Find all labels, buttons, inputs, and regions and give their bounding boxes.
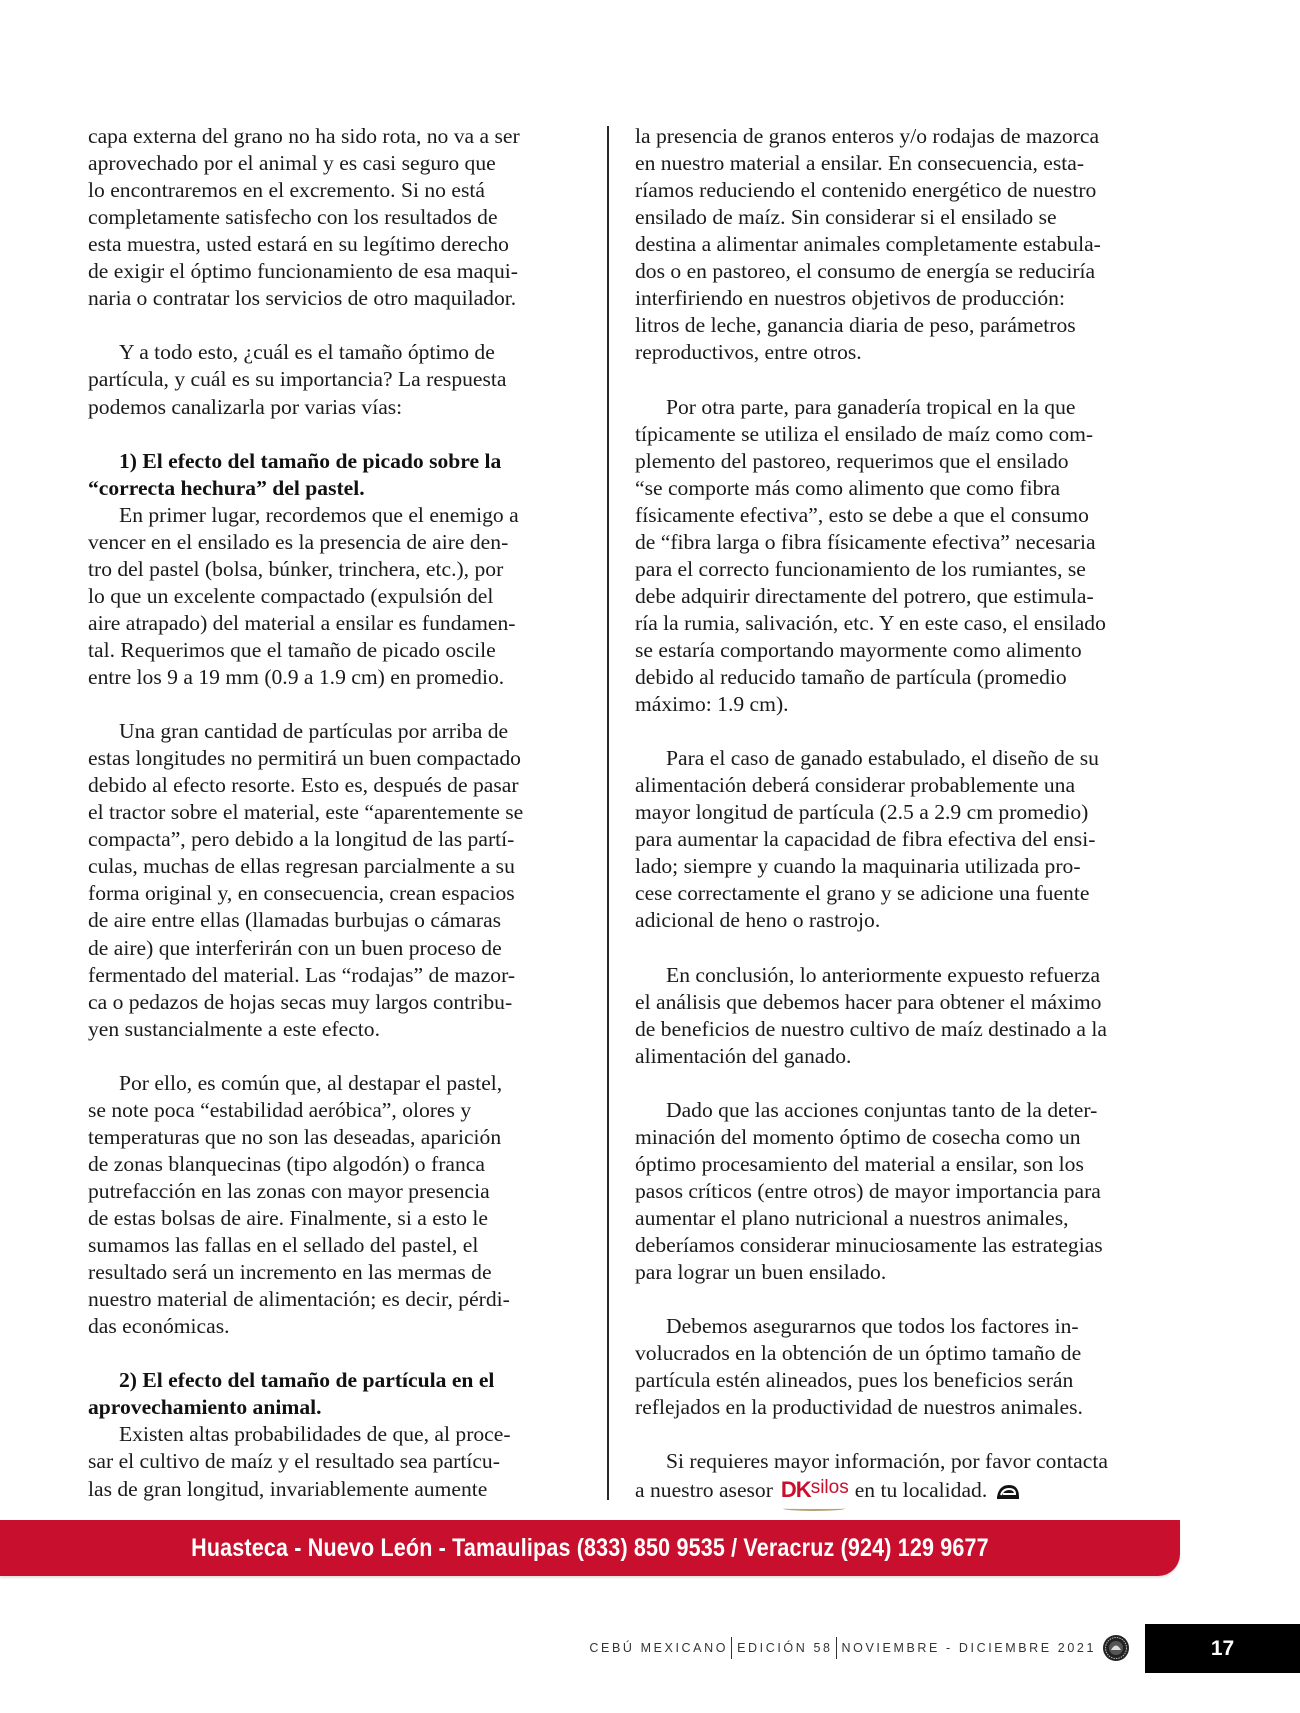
body-text-line: reproductivos, entre otros. (635, 340, 862, 365)
body-text-line: das económicas. (88, 1314, 230, 1339)
body-text-line: podemos canalizarla por varias vías: (88, 394, 403, 419)
body-text-line: resultado será un incremento en las mermas de (88, 1260, 492, 1285)
body-text-line: Dado que las acciones conjuntas tanto de la deter- (666, 1097, 1098, 1122)
body-text-line: yen sustancialmente a este efecto. (88, 1016, 380, 1041)
edition-number: EDICIÓN 58 (737, 1641, 833, 1655)
body-text-line: alimentación deberá considerar probablemente una (635, 773, 1076, 798)
body-text-line: mayor longitud de partícula (2.5 a 2.9 cm promedio) (635, 800, 1089, 825)
body-text-line: compacta”, pero debido a la longitud de las partí- (88, 827, 515, 852)
body-text-line: de aire) que interferirán con un buen proceso de (88, 935, 502, 960)
closing-line (635, 1476, 1021, 1505)
body-text-line: el tractor sobre el material, este “aparentemente se (88, 800, 524, 825)
body-text-line: de zonas blanquecinas (tipo algodón) o franca (88, 1151, 485, 1176)
body-text-line: se estaría comportando mayormente como alimento (635, 637, 1082, 662)
body-text-line: Existen altas probabilidades de que, al proce- (119, 1422, 511, 1447)
body-text-line: lo encontraremos en el excremento. Si no está (88, 178, 485, 203)
body-text-line: ensilado de maíz. Sin considerar si el ensilado se (635, 205, 1057, 230)
body-text-line: aire atrapado) del material a ensilar es fundamen- (88, 610, 516, 635)
body-text-line: ríamos reduciendo el contenido energético de nuestro (635, 178, 1097, 203)
section-heading-line: 1) El efecto del tamaño de picado sobre la (119, 448, 502, 473)
body-text-line: Si requieres mayor información, por favor contacta (666, 1449, 1108, 1474)
body-text-line: destina a alimentar animales completamente estabula- (635, 232, 1101, 257)
body-text-line: putrefacción en las zonas con mayor presencia (88, 1178, 490, 1203)
body-text-line: ría la rumia, salivación, etc. Y en este caso, el ensilado (635, 610, 1106, 635)
body-text-line: lado; siempre y cuando la maquinaria utilizada pro- (635, 854, 1081, 879)
body-text-line: debido al efecto resorte. Esto es, después de pasar (88, 773, 519, 798)
body-text-line: Para el caso de ganado estabulado, el diseño de su (666, 746, 1099, 771)
body-text-line: máximo: 1.9 cm). (635, 692, 789, 717)
body-text-line: temperaturas que no son las deseadas, aparición (88, 1124, 502, 1149)
publication-name: CEBÚ MEXICANO (589, 1641, 729, 1655)
end-of-article-icon (995, 1483, 1021, 1501)
body-text-line: partícula estén alineados, pues los beneficios serán (635, 1368, 1074, 1393)
body-text-line: para aumentar la capacidad de fibra efectiva del ensi- (635, 827, 1096, 852)
body-text-line: Por ello, es común que, al destapar el pastel, (119, 1070, 503, 1095)
body-text-line: minación del momento óptimo de cosecha como un (635, 1124, 1081, 1149)
body-text-line: de exigir el óptimo funcionamiento de esa maqui- (88, 259, 518, 284)
contact-phones: Huasteca - Nuevo León - Tamaulipas (833) 850 9535 / Veracruz (924) 129 9677 (191, 1534, 989, 1562)
body-text-line: volucrados en la obtención de un óptimo tamaño de (635, 1341, 1082, 1366)
body-text-line: adicional de heno o rastrojo. (635, 908, 881, 933)
body-text-line: vencer en el ensilado es la presencia de aire den- (88, 529, 509, 554)
body-text-line: litros de leche, ganancia diaria de peso, parámetros (635, 313, 1076, 338)
section-heading-line: aprovechamiento animal. (88, 1395, 322, 1420)
body-text-line: reflejados en la productividad de nuestros animales. (635, 1395, 1083, 1420)
body-text-line: ca o pedazos de hojas secas muy largos contribu- (88, 989, 513, 1014)
body-text-line: para el correcto funcionamiento de los rumiantes, se (635, 556, 1086, 581)
body-text-line: naria o contratar los servicios de otro maquilador. (88, 286, 517, 311)
page-footer (589, 1628, 1130, 1668)
body-text-line: interfiriendo en nuestros objetivos de producción: (635, 286, 1065, 311)
body-text-line: estas longitudes no permitirá un buen compactado (88, 746, 521, 771)
body-text-line: físicamente efectiva”, esto se debe a que el consumo (635, 502, 1089, 527)
logo-part-bold: DK (780, 1476, 811, 1502)
body-text-line: entre los 9 a 19 mm (0.9 a 1.9 cm) en promedio. (88, 665, 505, 689)
contact-bar (0, 1520, 1180, 1576)
column-divider (607, 126, 609, 1500)
body-text-line: alimentación del ganado. (635, 1043, 852, 1068)
body-text-line: en nuestro material a ensilar. En consecuencia, esta- (635, 151, 1085, 176)
body-text-line: aprovechado por el animal y es casi seguro que (88, 151, 496, 176)
body-text-line: Y a todo esto, ¿cuál es el tamaño óptimo de (119, 340, 495, 365)
body-text-line: la presencia de granos enteros y/o rodajas de mazorca (635, 124, 1100, 148)
body-text-line: de estas bolsas de aire. Finalmente, si a esto le (88, 1206, 488, 1230)
body-text-line: debe adquirir directamente del potrero, que estimula- (635, 583, 1094, 608)
dksilos-logo (781, 1476, 849, 1505)
page-number: 17 (1145, 1624, 1300, 1673)
body-text-line: cese correctamente el grano y se adicione una fuente (635, 881, 1090, 906)
body-text-line: capa externa del grano no ha sido rota, no va a ser (88, 124, 520, 148)
body-text-line: para lograr un buen ensilado. (635, 1260, 887, 1285)
body-text-line: plemento del pastoreo, requerimos que el ensilado (635, 448, 1069, 473)
body-text-line: partícula, y cuál es su importancia? La respuesta (88, 367, 507, 392)
body-text-line: Una gran cantidad de partículas por arriba de (119, 719, 509, 744)
body-text-line: fermentado del material. Las “rodajas” de mazor- (88, 962, 516, 987)
association-seal-icon (1102, 1634, 1130, 1662)
section-heading-line: “correcta hechura” del pastel. (88, 475, 365, 500)
logo-swoosh (783, 1506, 845, 1511)
body-text-line: aumentar el plano nutricional a nuestros animales, (635, 1206, 1069, 1230)
body-text-line: deberíamos considerar minuciosamente las estrategias (635, 1233, 1103, 1258)
closing-text-before: a nuestro asesor (635, 1477, 773, 1502)
body-text-line: sumamos las fallas en el sellado del pastel, el (88, 1233, 479, 1258)
body-text-line: culas, muchas de ellas regresan parcialmente a su (88, 854, 515, 879)
body-text-line: forma original y, en consecuencia, crean espacios (88, 881, 515, 906)
issue-date: NOVIEMBRE - DICIEMBRE 2021 (841, 1641, 1096, 1655)
body-text-line: típicamente se utiliza el ensilado de maíz como com- (635, 421, 1094, 446)
body-text-line: dos o en pastoreo, el consumo de energía se reduciría (635, 259, 1096, 284)
body-text-line: nuestro material de alimentación; es decir, pérdi- (88, 1287, 510, 1312)
body-text-line: esta muestra, usted estará en su legítimo derecho (88, 232, 509, 257)
body-text-line: se note poca “estabilidad aeróbica”, olores y (88, 1097, 472, 1122)
logo-part-light: silos (810, 1476, 849, 1498)
body-text-line: En primer lugar, recordemos que el enemigo a (119, 502, 519, 527)
footer-separator (836, 1637, 837, 1659)
closing-text-after: en tu localidad. (854, 1477, 988, 1502)
body-text-line: de aire entre ellas (llamadas burbujas o cámaras (88, 908, 502, 933)
body-text-line: las de gran longitud, invariablemente aumente (88, 1476, 488, 1501)
body-text-line: óptimo procesamiento del material a ensilar, son los (635, 1151, 1084, 1176)
body-text-line: de beneficios de nuestro cultivo de maíz destinado a la (635, 1016, 1107, 1041)
body-text-line: sar el cultivo de maíz y el resultado sea partícu- (88, 1449, 500, 1474)
body-text-line: En conclusión, lo anteriormente expuesto refuerza (666, 962, 1101, 987)
body-text-line: Por otra parte, para ganadería tropical en la que (666, 394, 1076, 419)
body-text-line: tal. Requerimos que el tamaño de picado oscile (88, 637, 496, 662)
body-text-line: tro del pastel (bolsa, búnker, trinchera, etc.), por (88, 556, 504, 581)
body-text-line: pasos críticos (entre otros) de mayor importancia para (635, 1178, 1101, 1203)
body-text-line: completamente satisfecho con los resultados de (88, 205, 498, 230)
body-text-line: “se comporte más como alimento que como fibra (635, 475, 1061, 500)
body-text-line: lo que un excelente compactado (expulsión del (88, 583, 494, 608)
footer-separator (731, 1637, 732, 1659)
section-heading-line: 2) El efecto del tamaño de partícula en el (119, 1368, 495, 1393)
body-text-line: de “fibra larga o fibra físicamente efectiva” necesaria (635, 529, 1096, 554)
body-text-line: el análisis que debemos hacer para obtener el máximo (635, 989, 1102, 1014)
body-text-line: Debemos asegurarnos que todos los factores in- (666, 1314, 1079, 1339)
body-text-line: debido al reducido tamaño de partícula (promedio (635, 665, 1067, 689)
